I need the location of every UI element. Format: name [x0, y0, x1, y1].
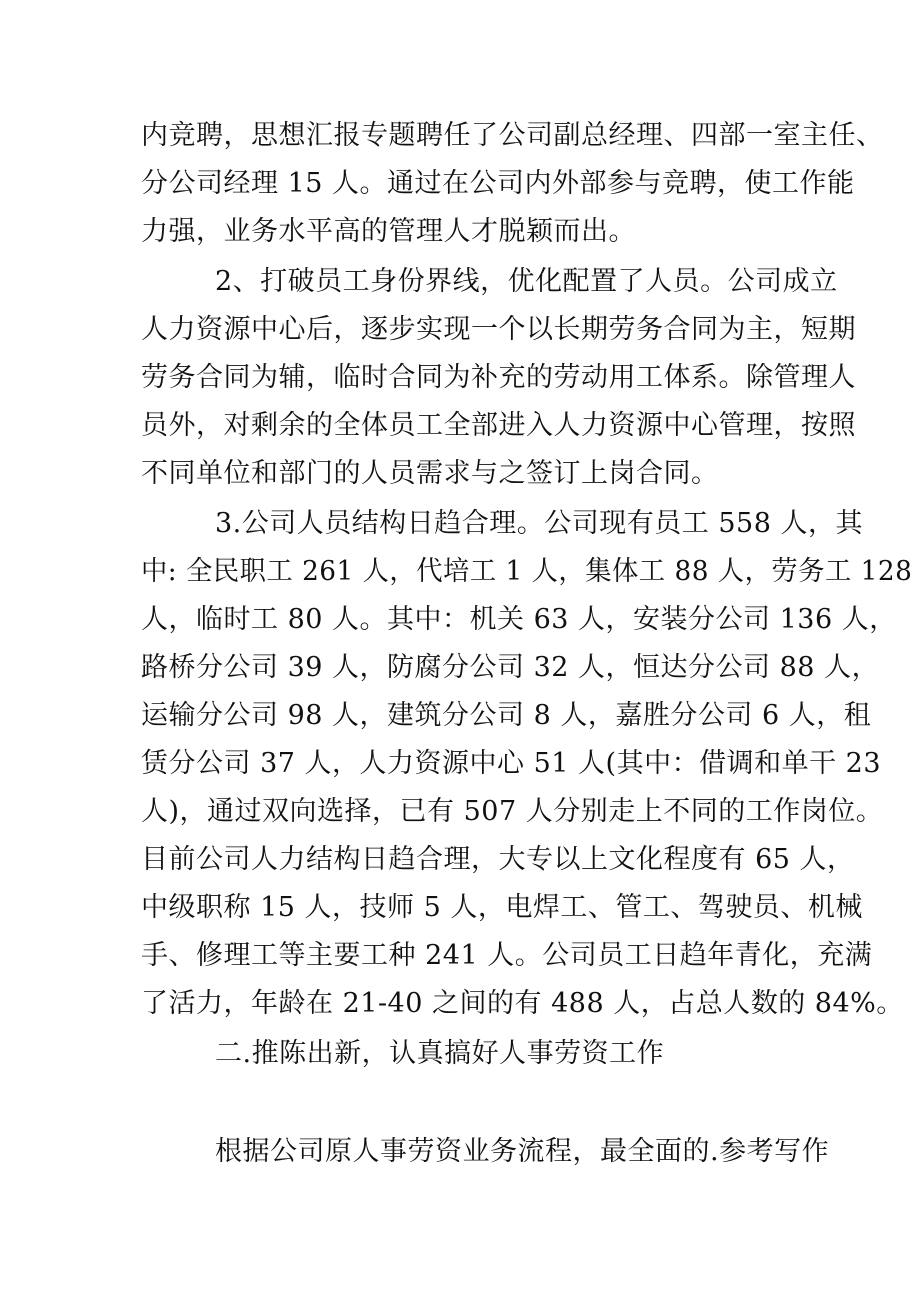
paragraph-1-line-2: 分公司经理 15 人。通过在公司内外部参与竞聘，使工作能 [141, 168, 855, 199]
paragraph-2-line-3: 劳务合同为辅，临时合同为补充的劳动用工体系。除管理人 [141, 362, 856, 393]
paragraph-3-line-6: 赁分公司 37 人，人力资源中心 51 人(其中：借调和单干 23 [141, 748, 882, 779]
paragraph-3-line-9: 中级职称 15 人，技师 5 人，电焊工、管工、驾驶员、机械 [141, 892, 863, 923]
paragraph-2-line-2: 人力资源中心后，逐步实现一个以长期劳务合同为主，短期 [141, 314, 856, 345]
paragraph-3-line-11: 了活力，年龄在 21-40 之间的有 488 人，占总人数的 84%。 [141, 988, 904, 1019]
paragraph-3-line-8: 目前公司人力结构日趋合理，大专以上文化程度有 65 人， [141, 844, 855, 875]
paragraph-1-line-3: 力强，业务水平高的管理人才脱颖而出。 [141, 216, 636, 247]
paragraph-3-line-3: 人，临时工 80 人。其中：机关 63 人，安装分公司 136 人， [141, 604, 897, 635]
paragraph-2-line-1: 2、打破员工身份界线，优化配置了人员。公司成立 [215, 266, 838, 297]
paragraph-3-line-1: 3.公司人员结构日趋合理。公司现有员工 558 人，其 [215, 508, 863, 539]
paragraph-1-line-1: 内竞聘，思想汇报专题聘任了公司副总经理、四部一室主任、 [141, 120, 884, 151]
paragraph-2-line-4: 员外，对剩余的全体员工全部进入人力资源中心管理，按照 [141, 410, 856, 441]
paragraph-4-line-1: 根据公司原人事劳资业务流程，最全面的.参考写作 [215, 1136, 830, 1167]
paragraph-3-line-4: 路桥分公司 39 人，防腐分公司 32 人，恒达分公司 88 人， [141, 652, 880, 683]
paragraph-2-line-5: 不同单位和部门的人员需求与之签订上岗合同。 [141, 458, 719, 489]
paragraph-3-line-7: 人)，通过双向选择，已有 507 人分别走上不同的工作岗位。 [141, 796, 884, 827]
section-heading: 二.推陈出新，认真搞好人事劳资工作 [215, 1038, 665, 1069]
paragraph-3-line-2: 中: 全民职工 261 人，代培工 1 人，集体工 88 人，劳务工 128 [141, 556, 913, 587]
paragraph-3-line-5: 运输分公司 98 人，建筑分公司 8 人，嘉胜分公司 6 人，租 [141, 700, 872, 731]
paragraph-3-line-10: 手、修理工等主要工种 241 人。公司员工日趋年青化，充满 [141, 940, 873, 971]
